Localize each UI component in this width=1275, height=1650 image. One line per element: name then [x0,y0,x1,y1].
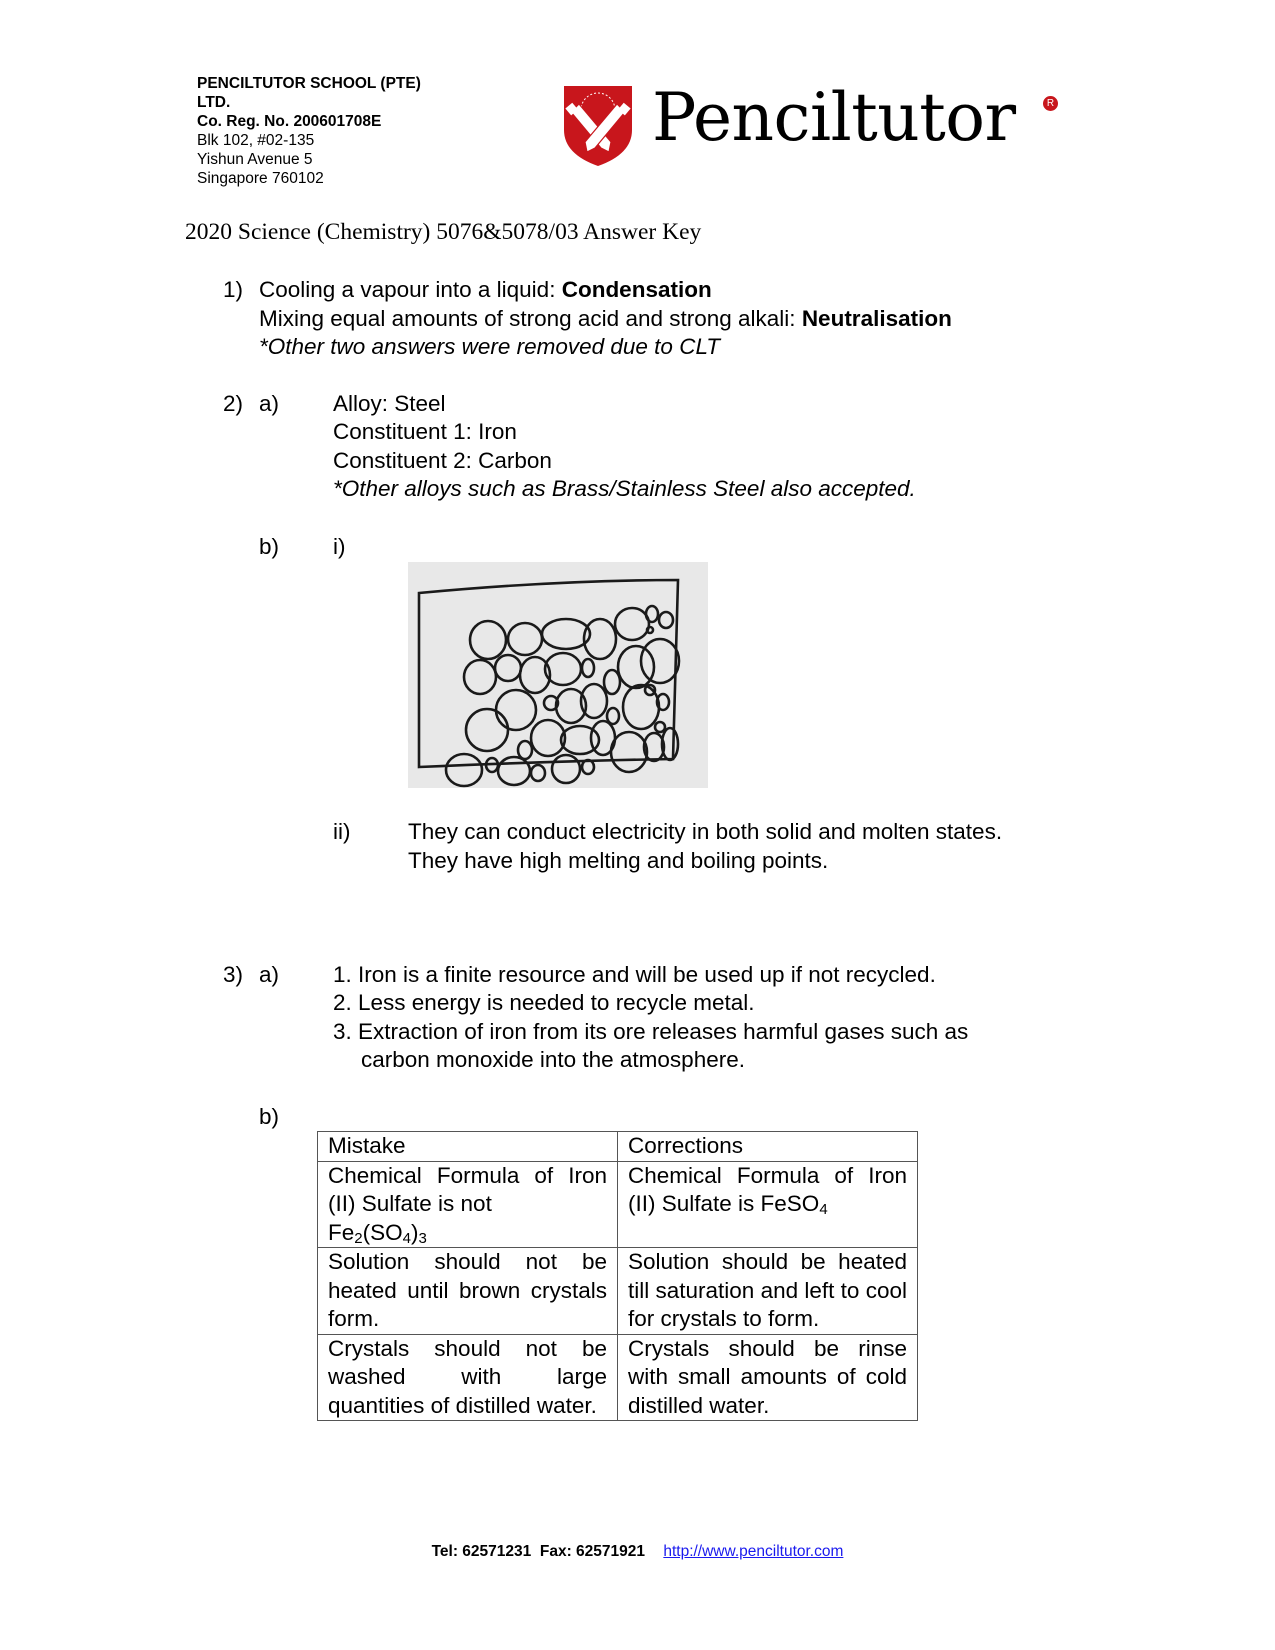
q1-line-1-answer: Condensation [561,277,712,302]
address-line-1: Blk 102, #02-135 [197,132,315,149]
correction-cell [618,1161,918,1248]
q1-line-2 [259,305,952,334]
q2a-constituent-1: Constituent 1: Iron [333,419,517,444]
q1-line-2-answer: Neutralisation [801,306,952,331]
q3a-label: a) [259,962,280,987]
q2a-note: *Other alloys such as Brass/Stainless Steel also accepted. [333,476,916,501]
table-row [318,1334,918,1421]
logo-wordmark: Penciltutor [652,79,1016,156]
q2b-label: b) [259,534,280,559]
q3b-label: b) [259,1104,280,1129]
q1-line-1 [259,276,712,305]
q3a-point-2: 2. Less energy is needed to recycle metal. [333,990,755,1015]
metal-lattice-sketch-image [408,562,708,788]
q2b-i-label: i) [333,534,346,559]
q3a-point-3: 3. Extraction of iron from its ore releases harmful gases such as [333,1019,969,1044]
mistake-text: Chemical Formula of Iron (II) Sulfate is not [328,1162,607,1216]
footer [0,1543,1275,1561]
q2a-alloy: Alloy: Steel [333,391,446,416]
table-header-row [318,1132,918,1162]
registered-mark-icon: R [1043,96,1058,111]
address-line-2: Yishun Avenue 5 [197,151,313,168]
q1-line-2-prompt: Mixing equal amounts of strong acid and strong alkali: [259,306,802,331]
q2b-ii-line-2: They have high melting and boiling points. [408,848,829,873]
company-reg-no: Co. Reg. No. 200601708E [197,113,382,130]
correction-text: Chemical Formula of Iron (II) Sulfate is [628,1162,907,1216]
q3-number: 3) [223,962,244,987]
school-address-block [197,74,421,188]
q2a-label: a) [259,391,280,416]
q3a-point-1: 1. Iron is a finite resource and will be used up if not recycled. [333,962,936,987]
mistake-cell: Solution should not be heated until brown crystals form. [318,1248,618,1335]
table-row [318,1248,918,1335]
header-mistake: Mistake [318,1132,618,1162]
page-title: 2020 Science (Chemistry) 5076&5078/03 Answer Key [185,219,702,245]
formula-fe2so43: $Fe_2(SO_4)_3$ [328,1219,427,1247]
table-row [318,1161,918,1248]
website-link[interactable]: http://www.penciltutor.com [663,1543,844,1560]
header-corrections: Corrections [618,1132,918,1162]
q2b-ii-label: ii) [333,819,351,844]
q3a-point-3-cont: carbon monoxide into the atmosphere. [361,1047,745,1072]
q1-number: 1) [223,277,244,302]
school-name: PENCILTUTOR SCHOOL (PTE) [197,75,421,92]
address-line-3: Singapore 760102 [197,170,324,187]
q1-line-1-prompt: Cooling a vapour into a liquid: [259,277,562,302]
correction-cell: Solution should be heated till saturation and left to cool for crystals to form. [618,1248,918,1335]
pencil-shield-logo-icon [561,82,635,168]
formula-feso4: FeSO$_4$ [760,1191,828,1218]
mistake-cell: Crystals should not be washed with large quantities of distilled water. [318,1334,618,1421]
footer-contact: Tel: 62571231 Fax: 62571921 [431,1543,646,1560]
q2a-constituent-2: Constituent 2: Carbon [333,448,552,473]
mistakes-corrections-table [317,1131,918,1421]
q2b-ii-line-1: They can conduct electricity in both solid and molten states. [408,819,1003,844]
school-name-suffix: LTD. [197,94,231,111]
q1-note: *Other two answers were removed due to CLT [259,334,721,359]
correction-cell: Crystals should be rinse with small amounts of cold distilled water. [618,1334,918,1421]
mistake-cell [318,1161,618,1248]
q2-number: 2) [223,391,244,416]
